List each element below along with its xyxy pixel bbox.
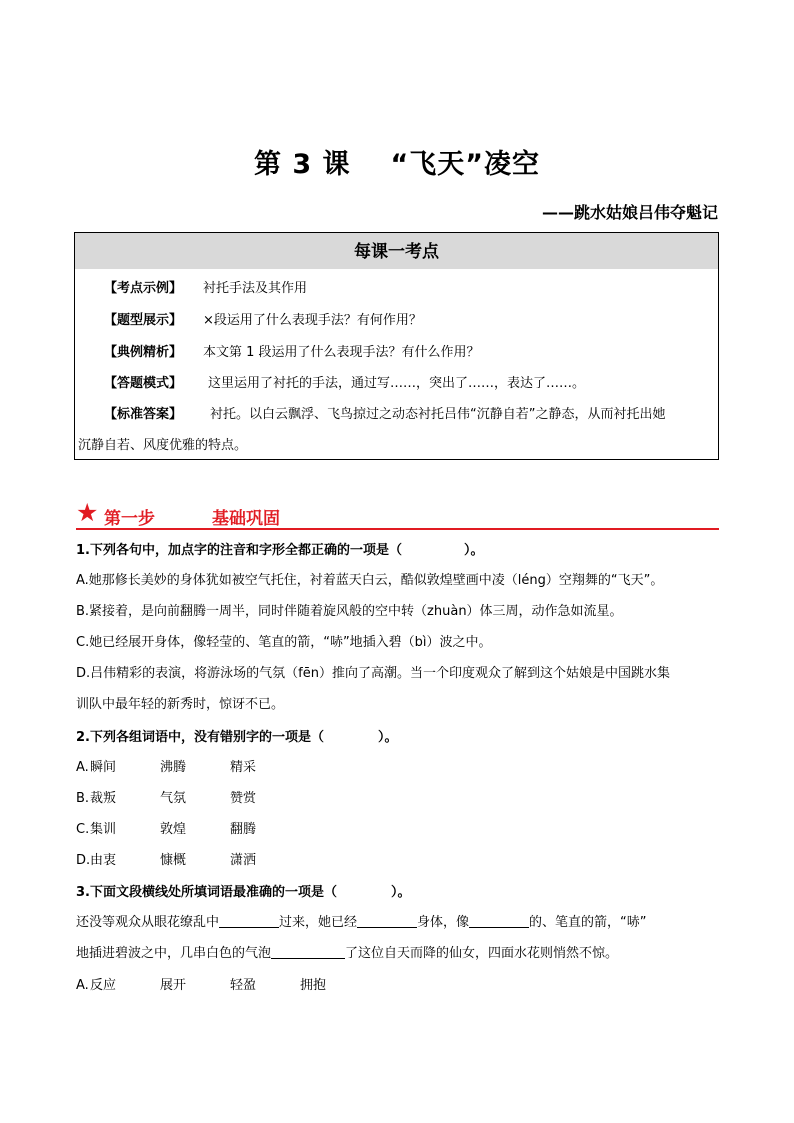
option-word: 翻腾: [230, 822, 257, 837]
lesson-name: “飞天”凌空: [390, 149, 541, 180]
question-1-option-d: D.吕伟精彩的表演，将游泳场的气氛（fēn）推向了高潮。当一个印度观众了解到这个姑娘是中国跳水集: [76, 666, 670, 681]
star-icon: ★: [76, 498, 99, 527]
stem-end: ）。: [390, 885, 411, 900]
question-1-option-a: A.她那修长美妙的身体犹如被空气托住，衬着蓝天白云，酷似敦煌壁画中凌（léng）空翔舞的“飞天”。: [76, 573, 664, 588]
row-text: ×段运用了什么表现手法？有何作用？: [203, 313, 422, 328]
option-word: 由衷: [90, 853, 117, 868]
row-text: 本文第 1 段运用了什么表现手法？有什么作用？: [203, 345, 480, 360]
option-word: 集训: [90, 822, 117, 837]
option-word: 拥抱: [300, 978, 327, 993]
row-label: 【标准答案】: [104, 407, 183, 422]
stem-end: ）。: [377, 730, 398, 745]
option-word: 气氛: [160, 791, 187, 806]
passage-text: 的、笔直的箭，“哧”: [529, 915, 647, 930]
option-word: 赞赏: [230, 791, 257, 806]
row-label: 【题型展示】: [104, 313, 183, 328]
fill-blank-1[interactable]: [219, 913, 279, 928]
passage-text: 了这位自天而降的仙女，四面水花则悄然不惊。: [345, 946, 619, 961]
option-word: 反应: [90, 978, 117, 993]
option-word: 轻盈: [230, 978, 257, 993]
stem-text: 3.下面文段横线处所填词语最准确的一项是（: [76, 885, 337, 900]
option-word: 瞬间: [90, 760, 117, 775]
section-heading: [76, 498, 719, 530]
option-word: 沸腾: [160, 760, 187, 775]
step-title: 第一步: [104, 509, 155, 529]
question-3-passage-line-1: [76, 913, 647, 933]
question-1-stem: [76, 541, 484, 561]
option-word: 慷概: [160, 853, 187, 868]
step-name: 基础巩固: [212, 509, 280, 529]
row-text: 沉静自若、风度优雅的特点。: [78, 438, 248, 453]
option-key: A.: [76, 760, 89, 775]
option-word: 精采: [230, 760, 257, 775]
question-1-option-d-continued: 训队中最年轻的新秀时，惊讶不已。: [76, 697, 285, 712]
key-point-header: 每课一考点: [75, 233, 718, 269]
option-word: 展开: [160, 978, 187, 993]
passage-text: 身体，像: [417, 915, 470, 930]
row-text: 这里运用了衬托的手法，通过写……，突出了……，表达了……。: [208, 376, 586, 391]
passage-text: 过来，她已经: [279, 915, 358, 930]
row-text: 衬托。以白云飘浮、飞鸟掠过之动态衬托吕伟“沉静自若”之静态，从而衬托出她: [210, 407, 666, 422]
question-2-stem: [76, 728, 398, 748]
lesson-title: [0, 142, 794, 181]
question-1-option-b: B.紧接着，是向前翻腾一周半，同时伴随着旋风般的空中转（zhuàn）体三周，动作急如流星。: [76, 604, 623, 619]
fill-blank-3[interactable]: [469, 913, 529, 928]
fill-blank-2[interactable]: [357, 913, 417, 928]
passage-text: 还没等观众从眼花缭乱中: [76, 915, 220, 930]
option-word: 敦煌: [160, 822, 187, 837]
fill-blank-4[interactable]: [271, 944, 345, 959]
lesson-number: 第 3 课: [253, 149, 351, 180]
option-key: C.: [76, 822, 90, 837]
stem-end: ）。: [463, 543, 484, 558]
question-3-stem: [76, 883, 411, 903]
row-text: 衬托手法及其作用: [203, 281, 308, 296]
stem-text: 2.下列各组词语中，没有错别字的一项是（: [76, 730, 324, 745]
row-label: 【考点示例】: [104, 281, 183, 296]
option-word: 裁叛: [90, 791, 117, 806]
option-key: A.: [76, 978, 89, 993]
lesson-subtitle: ——跳水姑娘吕伟夺魁记: [541, 203, 718, 222]
option-key: D.: [76, 853, 91, 868]
stem-text: 1.下列各句中，加点字的注音和字形全都正确的一项是（: [76, 543, 402, 558]
option-key: B.: [76, 791, 90, 806]
row-label: 【典例精析】: [104, 345, 183, 360]
question-1-option-c: C.她已经展开身体，像轻莹的、笔直的箭，“哧”地插入碧（bì）波之中。: [76, 635, 492, 650]
option-word: 潇洒: [230, 853, 257, 868]
passage-text: 地插进碧波之中，几串白色的气泡: [76, 946, 272, 961]
question-3-passage-line-2: [76, 944, 618, 964]
row-label: 【答题模式】: [104, 376, 183, 391]
